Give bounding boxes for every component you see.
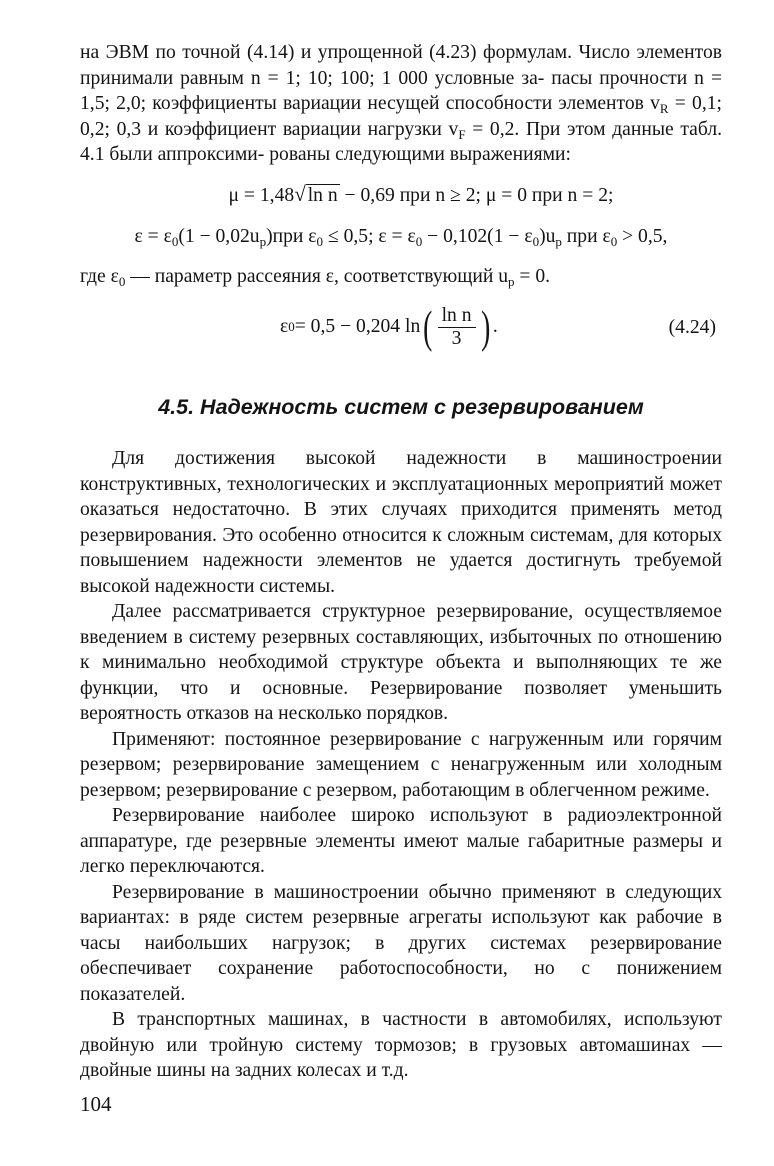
paragraph-3: Применяют: постоянное резервирование с нагруженным или горячим резервом; резервирование замещением с ненагруженным или холодным резервом; резервирование с резервом, работающим в облегченном режиме. (80, 728, 722, 801)
equation-number: (4.24) (668, 317, 716, 338)
page-number: 104 (80, 1092, 112, 1116)
paragraph-2: Далее рассматривается структурное резервирование, осуществляемое введением в систему резервных составляющих, избыточных по отношению к минимально необходимой структуре объекта и выполняющих те же функции, что и основные. Резервирование позволяет уменьшить вероятность отказов на несколько порядков. (80, 601, 722, 724)
paragraph-4: Резервирование наиболее широко используют в радиоэлектронной аппаратуре, где резервные элементы имеют малые габаритные размеры и легко переключаются. (80, 805, 722, 877)
intro-paragraph: на ЭВМ по точной (4.14) и упрощенной (4.23) формулам. Число элементов принимали равным n = 1; 10; 100; 1 000 условные за- пасы прочности n = 1,5; 2,0; коэффициенты вариации несущей способности элементов $v_R = 0,1$; 0,2; 0,3 и коэффициент вариации нагрузки $v_F = 0,2$. При этом данные табл. 4.1 были аппроксими- рованы следующими выражениями: (80, 42, 723, 165)
fraction: $\frac{\text{ln n}}{3}$ (438, 305, 476, 350)
formula-mu: μ = 1,48√ ln n − 0,69 при n ≥ 2; μ = 0 при n = 2; (228, 181, 614, 206)
section-heading: 4.5. Надежность систем с резервированием (158, 395, 644, 419)
formula-epsilon-zero: ε 0 = 0,5 − 0,204 ln ( $\frac{\text{ln n}}{3}$ ) . (4.24) (280, 301, 716, 352)
paragraph-6: В транспортных машинах, в частности в автомобилях, используют двойную или тройную систему тормозов; в грузовых автомашинах — двойные шины на задних колесах и т.д. (80, 1009, 722, 1081)
paragraph-5: Резервирование в машиностроении обычно применяют в следующих вариантах: в ряде систем резервные агрегаты используют как рабочие в часы наибольших нагрузок; в других системах резервирование обеспечивает сохранение работоспособности, но с понижением показателей. (80, 881, 722, 1005)
paragraph-1: Для достижения высокой надежности в машиностроении конструктивных, технологических и эксплуатационных мероприятий может оказаться недостаточно. В этих случаях приходится применять метод резервирования. Это особенно относится к сложным системам, для которых повышением надежности элементов не удается достигнуть требуемой высокой надежности системы. (80, 448, 722, 597)
where-line: где $\varepsilon_0$ — параметр рассеяния ε, соответствующий $u_р = 0$. (80, 265, 551, 289)
formula-epsilon: $\varepsilon = \varepsilon_0(1 - 0,02u_р)при$ $\varepsilon_0 \le 0,5$; $\varepsilon = \varepsilon_0 - 0,102(1 - \varepsilon_0)u_р$ при $\varepsilon_0 > 0,5$, (134, 226, 668, 249)
